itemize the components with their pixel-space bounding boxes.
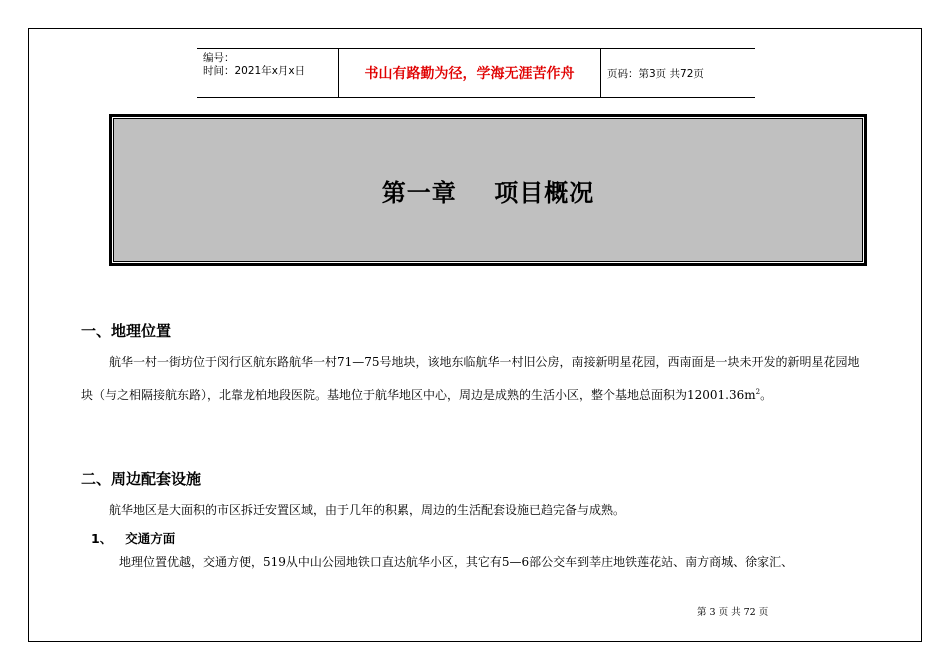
header-motto: 书山有路勤为径，学海无涯苦作舟: [339, 49, 601, 97]
location-text: 航华一村一街坊位于闵行区航东路航华一村71—75号地块，该地东临航华一村旧公房，南接新明星花园，西南面是一块未开发的新明星花园地块（与之相隔接航东路），北靠龙柏地段医院。基地位于航华地区中心，周边是成熟的生活小区，整个基地总面积为12001.36m: [81, 355, 860, 402]
header-page-code: 页码：第3页 共72页: [607, 67, 704, 80]
section-heading-facilities: 二、周边配套设施: [81, 470, 202, 488]
chapter-banner-inner: [113, 118, 863, 262]
number-label: 编号：: [203, 52, 235, 64]
location-text-end: 。: [760, 388, 773, 402]
document-page: [28, 28, 922, 642]
section-heading-location: 一、地理位置: [81, 322, 172, 340]
time-label: 时间：2021年x月x日: [203, 65, 306, 77]
page-header: [197, 48, 755, 98]
section-paragraph-facilities: 航华地区是大面积的市区拆迁安置区域，由于几年的积累，周边的生活配套设施已趋完备与成熟。: [109, 503, 626, 517]
chapter-title: 第一章 项目概况: [381, 178, 595, 207]
subsection-heading-transport: 1、 交通方面: [91, 531, 176, 546]
area-unit-superscript: 2: [755, 388, 761, 396]
subsection-paragraph-transport: 地理位置优越，交通方便，519从中山公园地铁口直达航华小区，其它有5—6部公交车到莘庄地铁莲花站、南方商城、徐家汇、: [119, 555, 794, 569]
chapter-banner: [109, 114, 867, 266]
page-footer: 第 3 页 共 72 页: [697, 607, 769, 618]
header-meta: [197, 49, 339, 97]
section-paragraph-location: [81, 347, 871, 410]
